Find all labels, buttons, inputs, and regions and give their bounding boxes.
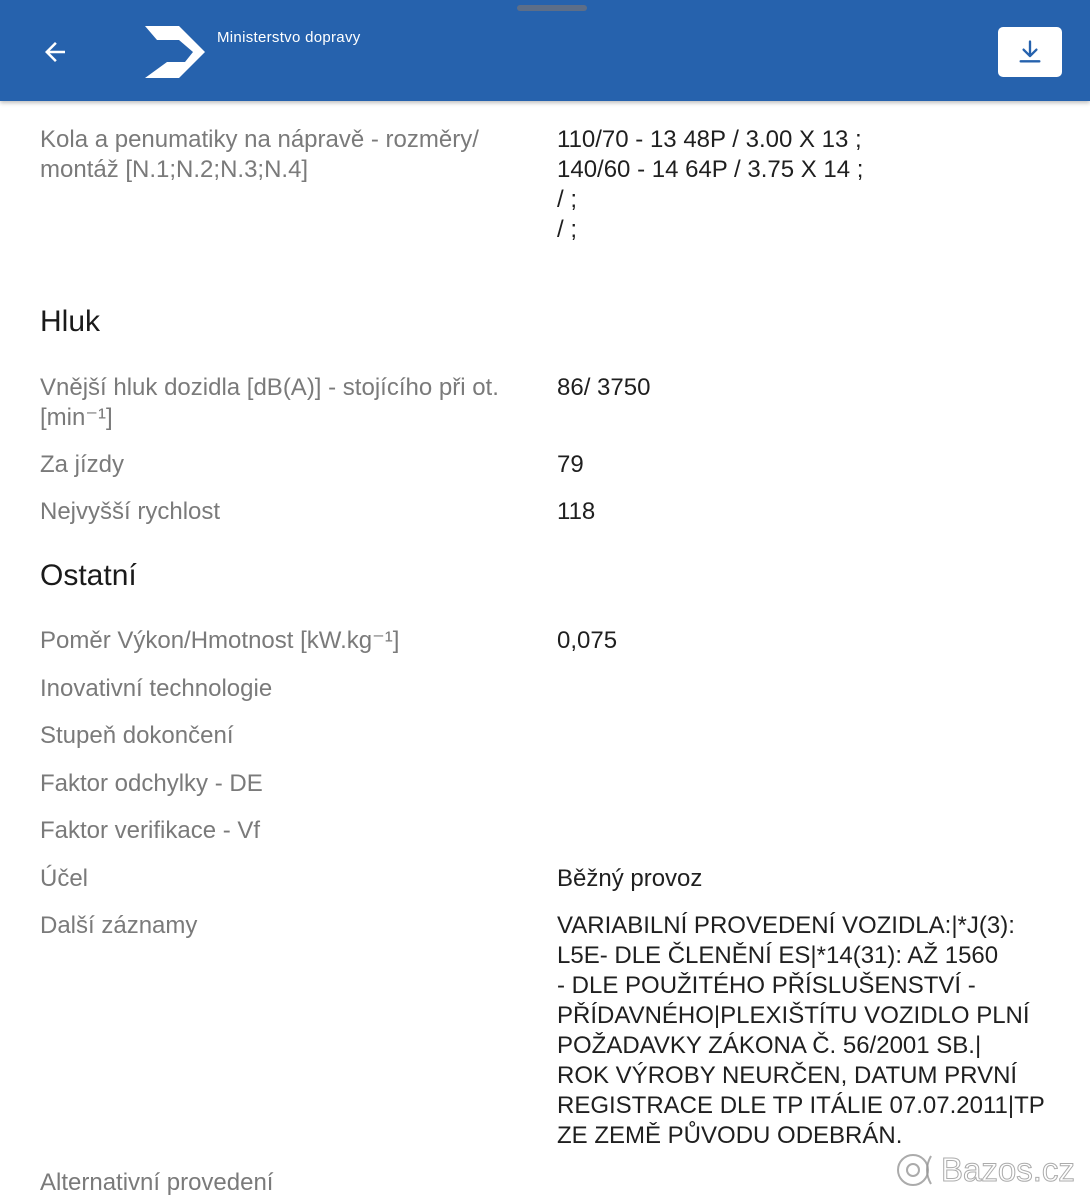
value-line: L5E- DLE ČLENĚNÍ ES|*14(31): AŽ 1560 [557,942,999,969]
value-line: REGISTRACE DLE TP ITÁLIE 07.07.2011|TP [557,1092,1045,1119]
row-label: Inovativní technologie [40,675,273,702]
brand-name: Ministerstvo dopravy [217,29,361,46]
value-line: 110/70 - 13 48P / 3.00 X 13 ; [557,126,862,153]
row-value: 0,075 [557,627,618,654]
app-header [0,0,1090,101]
bazos-logo-icon [893,1150,937,1190]
row-value: Běžný provoz [557,865,703,892]
back-button[interactable] [30,30,80,74]
value-line: POŽADAVKY ZÁKONA Č. 56/2001 SB.| [557,1032,982,1059]
value-line: ZE ZEMĚ PŮVODU ODEBRÁN. [557,1122,903,1149]
row-value: 79 [557,451,584,478]
value-line: PŘÍDAVNÉHO|PLEXIŠTÍTU VOZIDLO PLNÍ [557,1002,1030,1029]
row-label: Za jízdy [40,451,125,478]
row-label: Vnější hluk dozidla [dB(A)] - stojícího při ot. [min⁻¹] [40,374,499,431]
ministry-logo-icon [143,22,223,82]
row-label: Alternativní provedení [40,1169,274,1196]
bazos-watermark [893,1150,1075,1190]
row-label: Poměr Výkon/Hmotnost [kW.kg⁻¹] [40,627,400,654]
value-line: ROK VÝROBY NEURČEN, DATUM PRVNÍ [557,1062,1018,1089]
watermark-text: Bazos.cz [941,1151,1075,1188]
value-line: VARIABILNÍ PROVEDENÍ VOZIDLA:|*J(3): [557,912,1015,939]
row-label: Nejvyšší rychlost [40,498,221,525]
value-line: 140/60 - 14 64P / 3.75 X 14 ; [557,156,864,183]
section-title-other: Ostatní [40,559,137,592]
row-value: 118 [557,498,596,525]
row-label: Účel [40,865,89,892]
value-line: / ; [557,186,578,213]
download-button[interactable] [998,27,1062,77]
row-value [557,125,1067,245]
value-line: / ; [557,216,578,243]
row-label: Faktor odchylky - DE [40,770,263,797]
row-label: Další záznamy [40,912,198,939]
row-value [557,911,1067,1151]
row-label: Stupeň dokončení [40,722,234,749]
section-title-noise: Hluk [40,305,101,338]
row-label: Faktor verifikace - Vf [40,817,261,844]
arrow-left-icon [40,37,70,67]
value-line: - DLE POUŽITÉHO PŘÍSLUŠENSTVÍ - [557,972,976,999]
drag-handle[interactable] [517,5,587,11]
row-label: Kola a penumatiky na nápravě - rozměry/ montáž [N.1;N.2;N.3;N.4] [40,126,479,183]
row-value: 86/ 3750 [557,374,651,401]
download-icon [1016,38,1044,66]
